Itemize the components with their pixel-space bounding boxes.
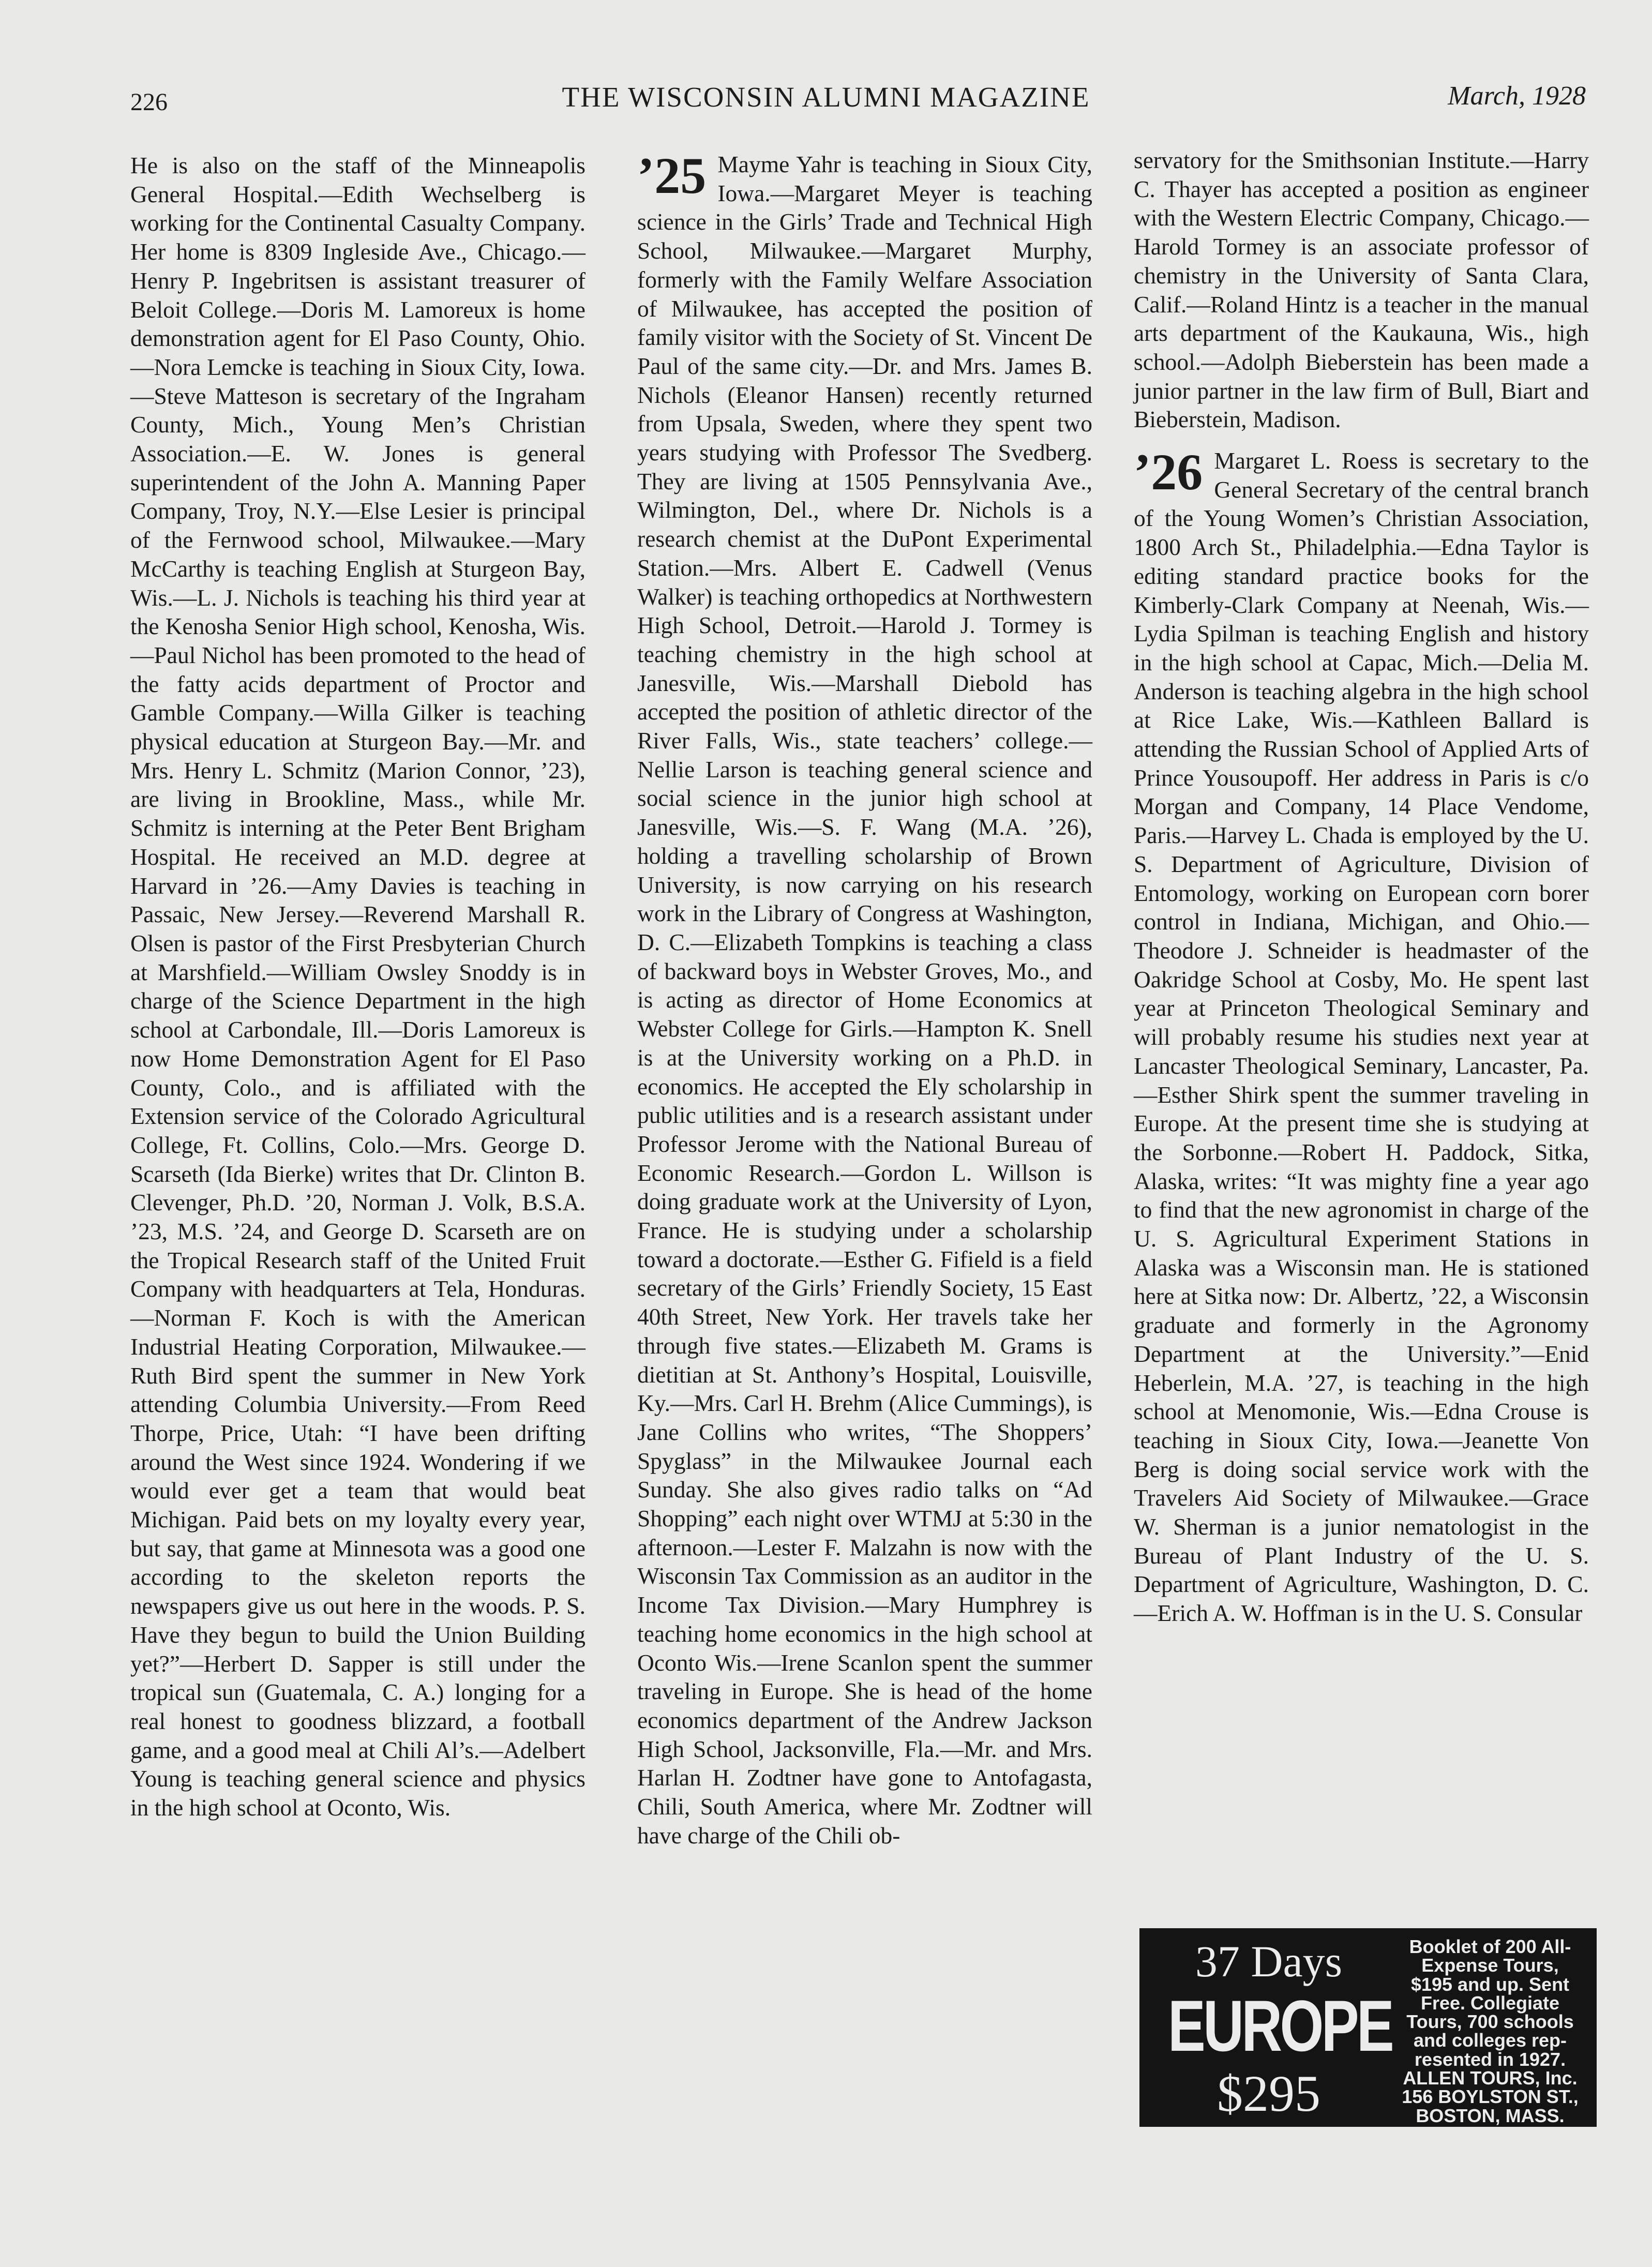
ad-line: Booklet of 200 All-	[1409, 1936, 1571, 1957]
ad-line: Tours, 700 schools	[1406, 2011, 1574, 2033]
ad-days: 37 Days	[1195, 1936, 1343, 1986]
ad-line: ALLEN TOURS, Inc.	[1403, 2067, 1578, 2089]
ad-line: Expense Tours,	[1421, 1955, 1559, 1976]
ad-price: $295	[1217, 2065, 1320, 2122]
ad-details	[1391, 1938, 1589, 2125]
ad-line: 156 BOYLSTON ST.,	[1402, 2086, 1579, 2108]
ad-line: and colleges rep-	[1413, 2030, 1567, 2051]
class-year-1925: ’25	[637, 147, 707, 204]
class-year-1926: ’26	[1134, 443, 1203, 501]
page-number: 226	[130, 88, 168, 116]
ad-line: resented in 1927.	[1414, 2048, 1566, 2070]
ad-line: Free. Collegiate	[1420, 1992, 1560, 2014]
issue-date: March, 1928	[1448, 81, 1586, 111]
column-3-text-a: servatory for the Smithsonian Institute.—Harry C. Thayer has accepted a position as engineer with the Western Electric Company, Chicago.—Harold Tormey is an associate professor of chemistry in the University of Santa Clara, Calif.—Roland Hintz is a teacher in the manual arts department of the Kaukauna, Wis., high school.—Adolph Bieberstein has been made a junior partner in the law firm of Bull, Biart and Bieberstein, Madison.	[1134, 147, 1589, 433]
column-1	[130, 151, 585, 1822]
ad-line: $195 and up. Sent	[1410, 1973, 1570, 1995]
ad-line: BOSTON, MASS.	[1416, 2105, 1565, 2126]
column-2-text: Mayme Yahr is teaching in Sioux City, Iowa.—Margaret Meyer is teaching science in the Girls’ Trade and Technical High School, Milwaukee.—Margaret Murphy, formerly with the Family Welfare Association of Milwaukee, has accepted the position of family visitor with the Society of St. Vincent De Paul of the same city.—Dr. and Mrs. James B. Nichols (Eleanor Hansen) recently returned from Upsala, Sweden, where they spent two years studying with Professor The Svedberg. They are living at 1505 Pennsylvania Ave., Wilmington, Del., where Dr. Nichols is a research chemist at the DuPont Experimental Station.—Mrs. Albert E. Cadwell (Venus Walker) is teaching orthopedics at Northwestern High School, Detroit.—Harold J. Tormey is teaching chemistry in the high school at Janesville, Wis.—Marshall Diebold has accepted the position of athletic director of the River Falls, Wis., state teachers’ college.—Nellie Larson is teaching general science and social science in the junior high school at Janesville, Wis.—S. F. Wang (M.A. ’26), holding a travelling scholarship of Brown University, is now carrying on his research work in the Library of Congress at Washington, D. C.—Elizabeth Tompkins is teaching a class of backward boys in Webster Groves, Mo., and is acting as director of Home Economics at Webster College for Girls.—Hampton K. Snell is at the University working on a Ph.D. in economics. He accepted the Ely scholarship in public utilities and is a research assistant under Professor Jerome with the National Bureau of Economic Research.—Gordon L. Willson is doing graduate work at the University of Lyon, France. He is studying under a scholarship toward a doctorate.—Esther G. Fifield is a field secretary of the Girls’ Friendly Society, 15 East 40th Street, New York. Her travels take her through five states.—Elizabeth M. Grams is dietitian at St. Anthony’s Hospital, Louisville, Ky.—Mrs. Carl H. Brehm (Alice Cummings), is Jane Collins who writes, “The Shoppers’ Spyglass” in the Milwaukee Journal each Sunday. She also gives radio talks on “Ad Shopping” each night over WTMJ at 5:30 in the afternoon.—Lester F. Malzahn is now with the Wisconsin Tax Commission as an auditor in the Income Tax Division.—Mary Humphrey is teaching home economics in the high school at Oconto Wis.—Irene Scanlon spent the summer traveling in Europe. She is head of the home economics department of the Andrew Jackson High School, Jacksonville, Fla.—Mr. and Mrs. Harlan H. Zodtner have gone to Antofagasta, Chili, South America, where Mr. Zodtner will have charge of the Chili ob-	[637, 151, 1092, 1849]
column-3-text-b: Margaret L. Roess is secretary to the General Secretary of the central branch of the Young Women’s Christian Association, 1800 Arch St., Philadelphia.—Edna Taylor is editing standard practice books for the Kimberly-Clark Company at Neenah, Wis.—Lydia Spilman is teaching English and history in the high school at Capac, Mich.—Delia M. Anderson is teaching algebra in the high school at Rice Lake, Wis.—Kathleen Ballard is attending the Russian School of Applied Arts of Prince Yousoupoff. Her address in Paris is c/o Morgan and Company, 14 Place Vendome, Paris.—Harvey L. Chada is employed by the U. S. Department of Agriculture, Division of Entomology, working on European corn borer control in Indiana, Michigan, and Ohio.—Theodore J. Schneider is headmaster of the Oakridge School at Cosby, Mo. He spent last year at Princeton Theological Seminary and will probably resume his studies next year at Lancaster Theological Seminary, Lancaster, Pa.—Esther Shirk spent the summer traveling in Europe. At the present time she is studying at the Sorbonne.—Robert H. Paddock, Sitka, Alaska, writes: “It was mighty fine a year ago to find that the new agronomist in charge of the U. S. Agricultural Experiment Stations in Alaska was a Wisconsin man. He is stationed here at Sitka now: Dr. Albertz, ’22, a Wisconsin graduate and formerly in the Agronomy Department at the University.”—Enid Heberlein, M.A. ’27, is teaching in the high school at Menomonie, Wis.—Edna Crouse is teaching in Sioux City, Iowa.—Jeanette Von Berg is doing social service work with the Travelers Aid Society of Milwaukee.—Grace W. Sherman is a junior nematologist in the Bureau of Plant Industry of the U. S. Department of Agriculture, Washington, D. C.—Erich A. W. Hoffman is in the U. S. Consular	[1134, 447, 1589, 1627]
europe-tour-advertisement	[1139, 1928, 1597, 2127]
column-1-text: He is also on the staff of the Minneapolis General Hospital.—Edith Wechselberg is working for the Continental Casualty Company. Her home is 8309 Ingleside Ave., Chicago.—Henry P. Ingebritsen is assistant treasurer of Beloit College.—Doris M. Lamoreux is home demonstration agent for El Paso County, Ohio.—Nora Lemcke is teaching in Sioux City, Iowa.—Steve Matteson is secretary of the Ingraham County, Mich., Young Men’s Christian Association.—E. W. Jones is general superintendent of the John A. Manning Paper Company, Troy, N.Y.—Else Lesier is principal of the Fernwood school, Milwaukee.—Mary McCarthy is teaching English at Sturgeon Bay, Wis.—L. J. Nichols is teaching his third year at the Kenosha Senior High school, Kenosha, Wis.—Paul Nichol has been promoted to the head of the fatty acids department of Proctor and Gamble Company.—Willa Gilker is teaching physical education at Sturgeon Bay.—Mr. and Mrs. Henry L. Schmitz (Marion Connor, ’23), are living in Brookline, Mass., while Mr. Schmitz is interning at the Peter Bent Brigham Hospital. He received an M.D. degree at Harvard in ’26.—Amy Davies is teaching in Passaic, New Jersey.—Reverend Marshall R. Olsen is pastor of the First Presbyterian Church at Marshfield.—William Owsley Snoddy is in charge of the Science Department in the high school at Carbondale, Ill.—Doris Lamoreux is now Home Demonstration Agent for El Paso County, Colo., and is affiliated with the Extension service of the Colorado Agricultural College, Ft. Collins, Colo.—Mrs. George D. Scarseth (Ida Bierke) writes that Dr. Clinton B. Clevenger, Ph.D. ’20, Norman J. Volk, B.S.A. ’23, M.S. ’24, and George D. Scarseth are on the Tropical Research staff of the United Fruit Company with headquarters at Tela, Honduras.—Norman F. Koch is with the American Industrial Heating Corporation, Milwaukee.—Ruth Bird spent the summer in New York attending Columbia University.—From Reed Thorpe, Price, Utah: “I have been drifting around the West since 1924. Wondering if we would ever get a team that would beat Michigan. Paid bets on my loyalty every year, but say, that game at Minnesota was a good one according to the skeleton reports the newspapers give us out here in the woods. P. S. Have they begun to build the Union Building yet?”—Herbert D. Sapper is still under the tropical sun (Guatemala, C. A.) longing for a real honest to goodness blizzard, a football game, and a good meal at Chili Al’s.—Adelbert Young is teaching general science and physics in the high school at Oconto, Wis.	[130, 152, 585, 1821]
ad-headline-block	[1139, 1928, 1398, 2127]
page-header	[0, 78, 1652, 124]
column-3	[1134, 146, 1589, 1628]
ad-destination: EUROPE	[1168, 1985, 1392, 2066]
magazine-title: THE WISCONSIN ALUMNI MAGAZINE	[562, 81, 1090, 113]
column-2	[637, 147, 1092, 1850]
